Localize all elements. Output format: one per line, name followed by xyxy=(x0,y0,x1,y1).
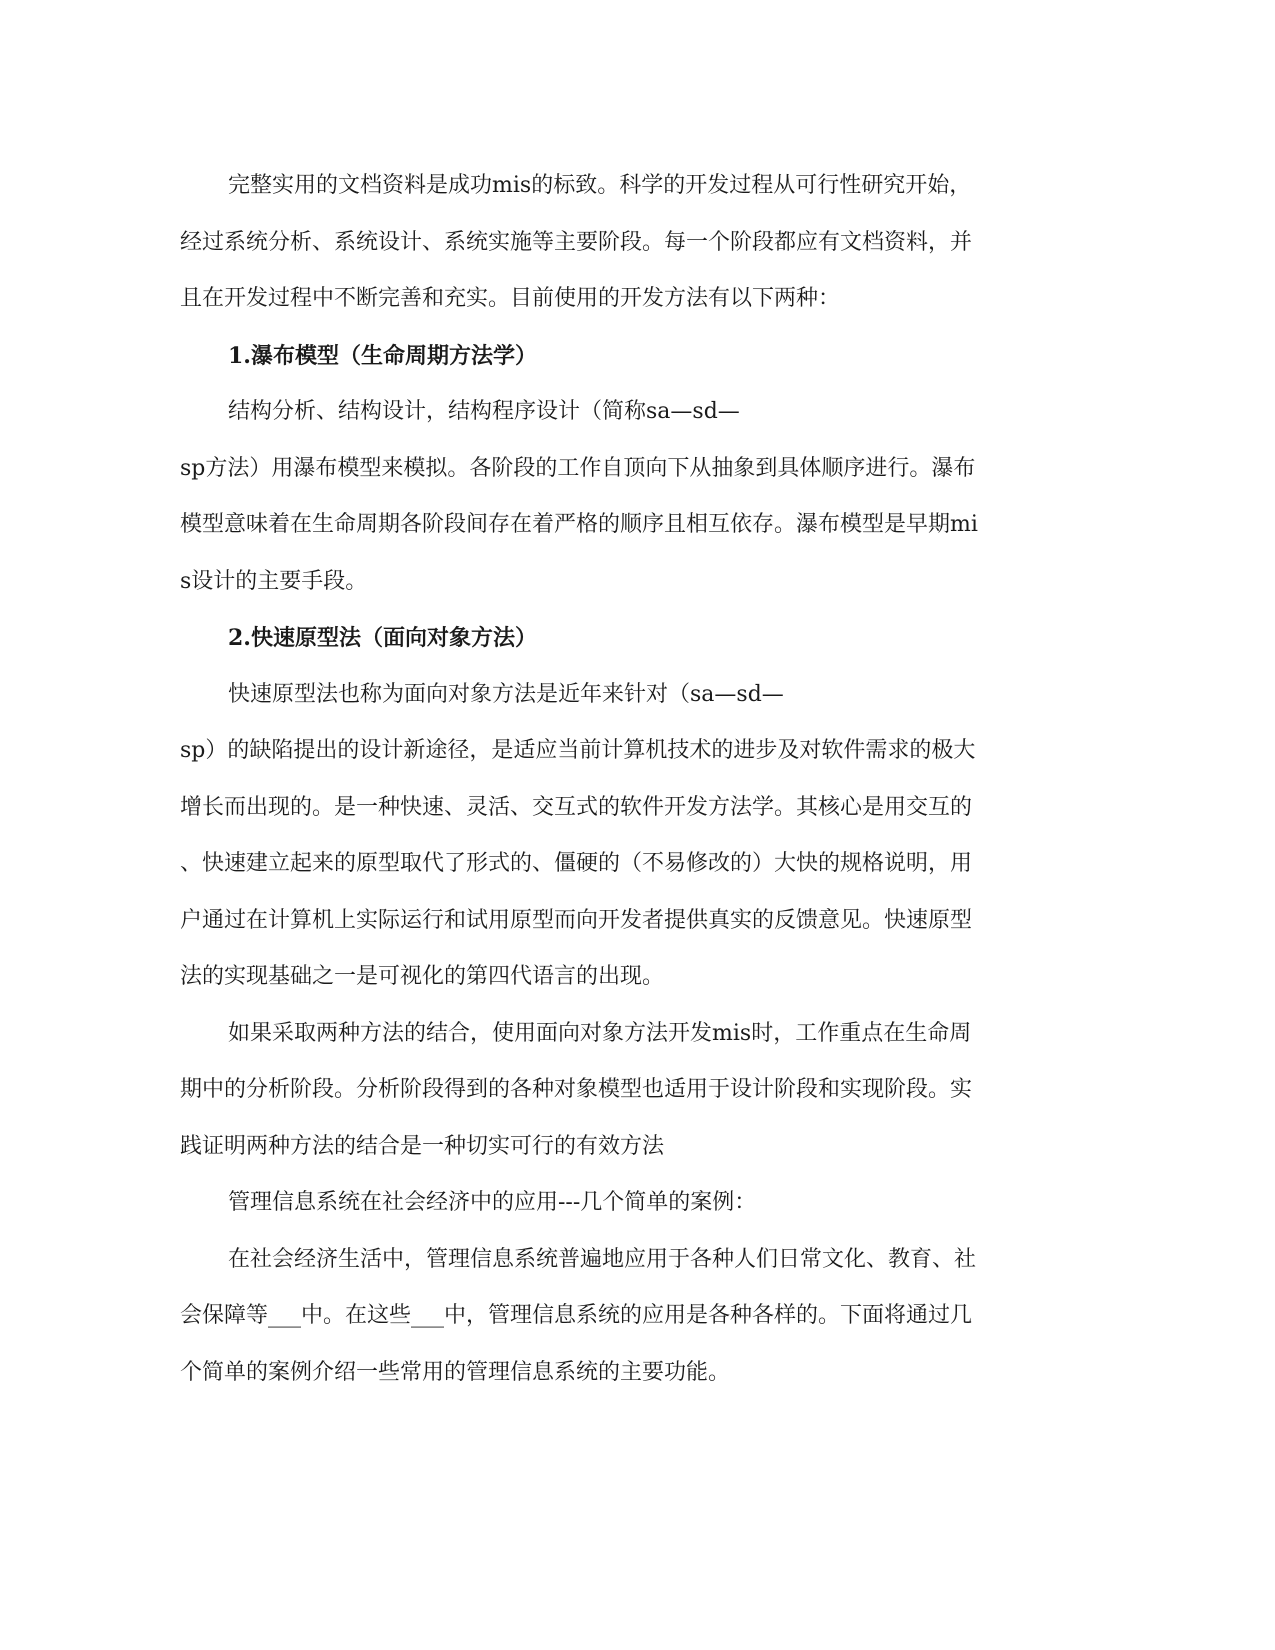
section-heading-waterfall: 1.瀑布模型（生命周期方法学） xyxy=(228,342,537,369)
body-text-line: 结构分析、结构设计，结构程序设计（简称sa—sd— xyxy=(228,399,740,424)
body-text-line: 在社会经济生活中，管理信息系统普遍地应用于各种人们日常文化、教育、社 xyxy=(228,1246,977,1272)
body-text-line: 户通过在计算机上实际运行和试用原型而向开发者提供真实的反馈意见。快速原型 xyxy=(180,907,973,933)
document-page xyxy=(180,158,1040,1401)
body-text-line: s设计的主要手段。 xyxy=(180,568,368,594)
body-text-line: sp方法）用瀑布模型来模拟。各阶段的工作自顶向下从抽象到具体顺序进行。瀑布 xyxy=(180,455,976,481)
body-text-line: 经过系统分析、系统设计、系统实施等主要阶段。每一个阶段都应有文档资料，并 xyxy=(180,229,973,255)
body-text-line: 快速原型法也称为面向对象方法是近年来针对（sa—sd— xyxy=(228,681,784,707)
body-text-line: 如果采取两种方法的结合，使用面向对象方法开发mis时，工作重点在生命周 xyxy=(228,1020,972,1046)
body-text-line: 期中的分析阶段。分析阶段得到的各种对象模型也适用于设计阶段和实现阶段。实 xyxy=(180,1077,973,1102)
body-text-line: sp）的缺陷提出的设计新途径，是适应当前计算机技术的进步及对软件需求的极大 xyxy=(180,738,976,763)
body-text-line: 管理信息系统在社会经济中的应用---几个简单的案例： xyxy=(228,1190,757,1215)
section-heading-prototyping: 2.快速原型法（面向对象方法） xyxy=(228,625,537,651)
body-text-line: 模型意味着在生命周期各阶段间存在着严格的顺序且相互依存。瀑布模型是早期mi xyxy=(180,512,978,537)
body-text-line: 增长而出现的。是一种快速、灵活、交互式的软件开发方法学。其核心是用交互的 xyxy=(180,794,973,820)
body-text-line: 践证明两种方法的结合是一种切实可行的有效方法 xyxy=(180,1133,665,1159)
body-text-line: 法的实现基础之一是可视化的第四代语言的出现。 xyxy=(180,964,665,989)
body-text-line: 个简单的案例介绍一些常用的管理信息系统的主要功能。 xyxy=(180,1359,731,1385)
body-text-line: 会保障等___中。在这些___中，管理信息系统的应用是各种各样的。下面将通过几 xyxy=(180,1303,973,1328)
body-text-line: 完整实用的文档资料是成功mis的标致。科学的开发过程从可行性研究开始， xyxy=(228,173,972,198)
body-text-line: 、快速建立起来的原型取代了形式的、僵硬的（不易修改的）大快的规格说明，用 xyxy=(180,851,973,876)
body-text-line: 且在开发过程中不断完善和充实。目前使用的开发方法有以下两种： xyxy=(180,286,841,311)
